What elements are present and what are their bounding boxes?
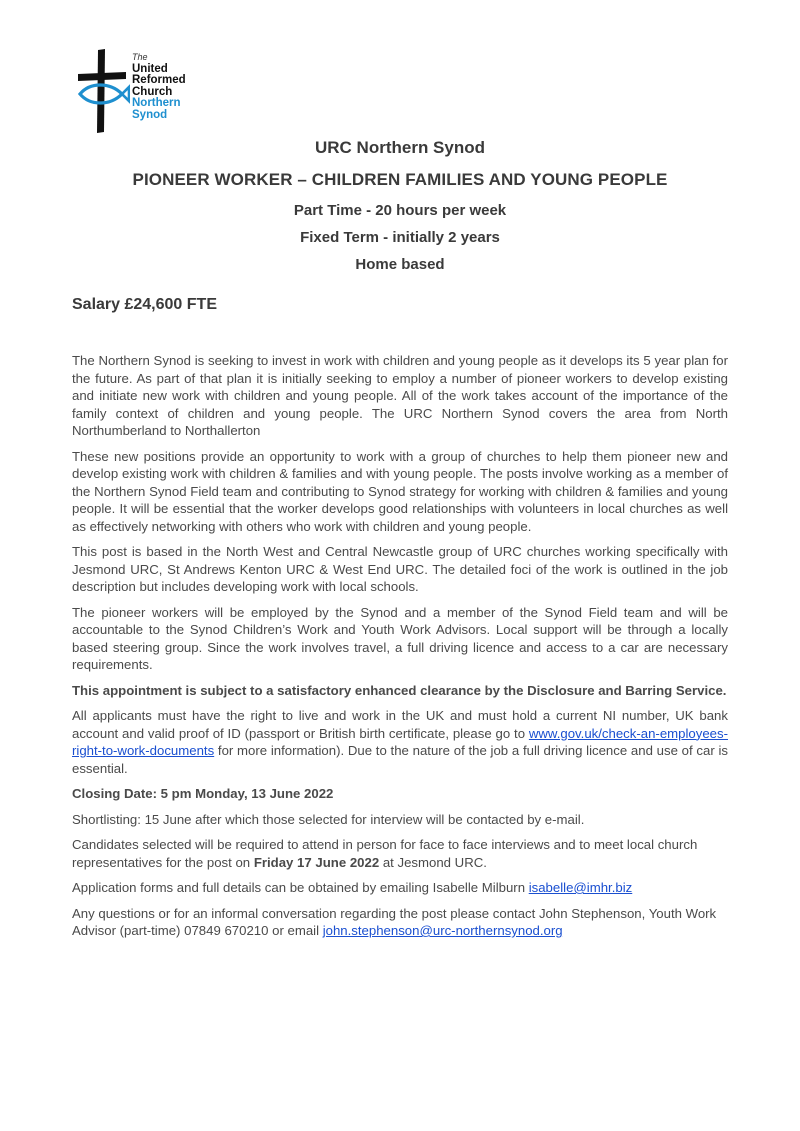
paragraph-intro: The Northern Synod is seeking to invest in work with children and young people as it develops its 5 year plan for the future. As part of that plan it is initially seeking to employ a number of pioneer workers to develop existing and initiate new work with children and young people. All of the work takes account of the importance of the family context of children and young people. The URC Northern Synod covers the area from North Northumberland to Northallerton [72,353,728,438]
paragraph-accountability: The pioneer workers will be employed by the Synod and a member of the Synod Field team and will be accountable to the Synod Children’s Work and Youth Work Advisors. Local support will be through a locally based steering group. Since the work involves travel, a full driving licence and access to a car are necessary requirements. [72,604,728,672]
paragraph-location: This post is based in the North West and Central Newcastle group of URC churches working specifically with Jesmond URC, St Andrews Kenton URC & West End URC. The detailed foci of the work is outlined in the job description but includes developing work with local schools. [72,544,728,594]
paragraph-application [72,879,728,897]
body-text [72,352,728,948]
salary-line: Salary £24,600 FTE [72,296,217,313]
paragraph-contact [72,905,728,940]
right-to-work-text-end: for more information). Due to the nature of the job a full driving licence and use of car is essential. [72,743,728,776]
org-heading: URC Northern Synod [315,138,485,157]
location-heading: Home based [355,256,445,273]
closing-date: Closing Date: 5 pm Monday, 13 June 2022 [72,786,334,801]
john-email-link[interactable]: john.stephenson@urc-northernsynod.org [322,923,563,938]
paragraph-positions: These new positions provide an opportunity to work with a group of churches to help them pioneer new and develop existing work with children & families and with young people. The posts involve working as a member of the Northern Synod Field team and contributing to Synod strategy for working with children & families and young people. It will be essential that the worker develops good relationships with volunteers in local churches as well as effectively networking with others who work with children and young people. [72,448,728,534]
paragraph-dbs: This appointment is subject to a satisfactory enhanced clearance by the Disclosure and Barring Service. [72,682,727,698]
cross-fish-icon [74,48,130,134]
paragraph-interviews [72,836,728,871]
hours-heading: Part Time - 20 hours per week [293,202,507,219]
urc-logo [74,48,204,134]
logo-line-reformed: Reformed [132,74,186,87]
right-to-work-text: All applicants must have the right to live and work in the UK and must hold a current NI number, UK bank account and valid proof of ID (passport or British birth certificate, please go to [72,708,728,741]
isabelle-email-link[interactable]: isabelle@imhr.biz [528,880,633,895]
logo-wordmark [132,52,186,122]
logo-line-united: United [132,62,168,75]
job-title-heading: PIONEER WORKER – CHILDREN FAMILIES AND YOUNG PEOPLE [132,170,668,189]
shortlisting: Shortlisting: 15 June after which those selected for interview will be contacted by e-mail. [72,811,585,827]
interviews-text: Candidates selected will be required to attend in person for face to face interviews and to meet local church representatives for the post on [72,837,698,870]
application-text: Application forms and full details can be obtained by emailing Isabelle Milburn [72,880,529,895]
logo-line-synod: Synod [132,108,168,121]
contact-text: Any questions or for an informal conversation regarding the post please contact John Stephenson, Youth Work Advisor (part-time) 07849 670210 or email [72,905,717,938]
logo-line-northern: Northern [132,97,181,110]
right-to-work-link[interactable]: www.gov.uk/check-an-employees-right-to-work-documents [72,725,728,758]
logo-line-church: Church [132,85,173,98]
paragraph-right-to-work [72,707,728,777]
heading-block [72,128,728,273]
logo-line-the: The [132,52,148,62]
interview-date: Friday 17 June 2022 [253,854,380,870]
term-heading: Fixed Term - initially 2 years [300,229,500,246]
interviews-text-end: at Jesmond URC. [379,854,487,870]
